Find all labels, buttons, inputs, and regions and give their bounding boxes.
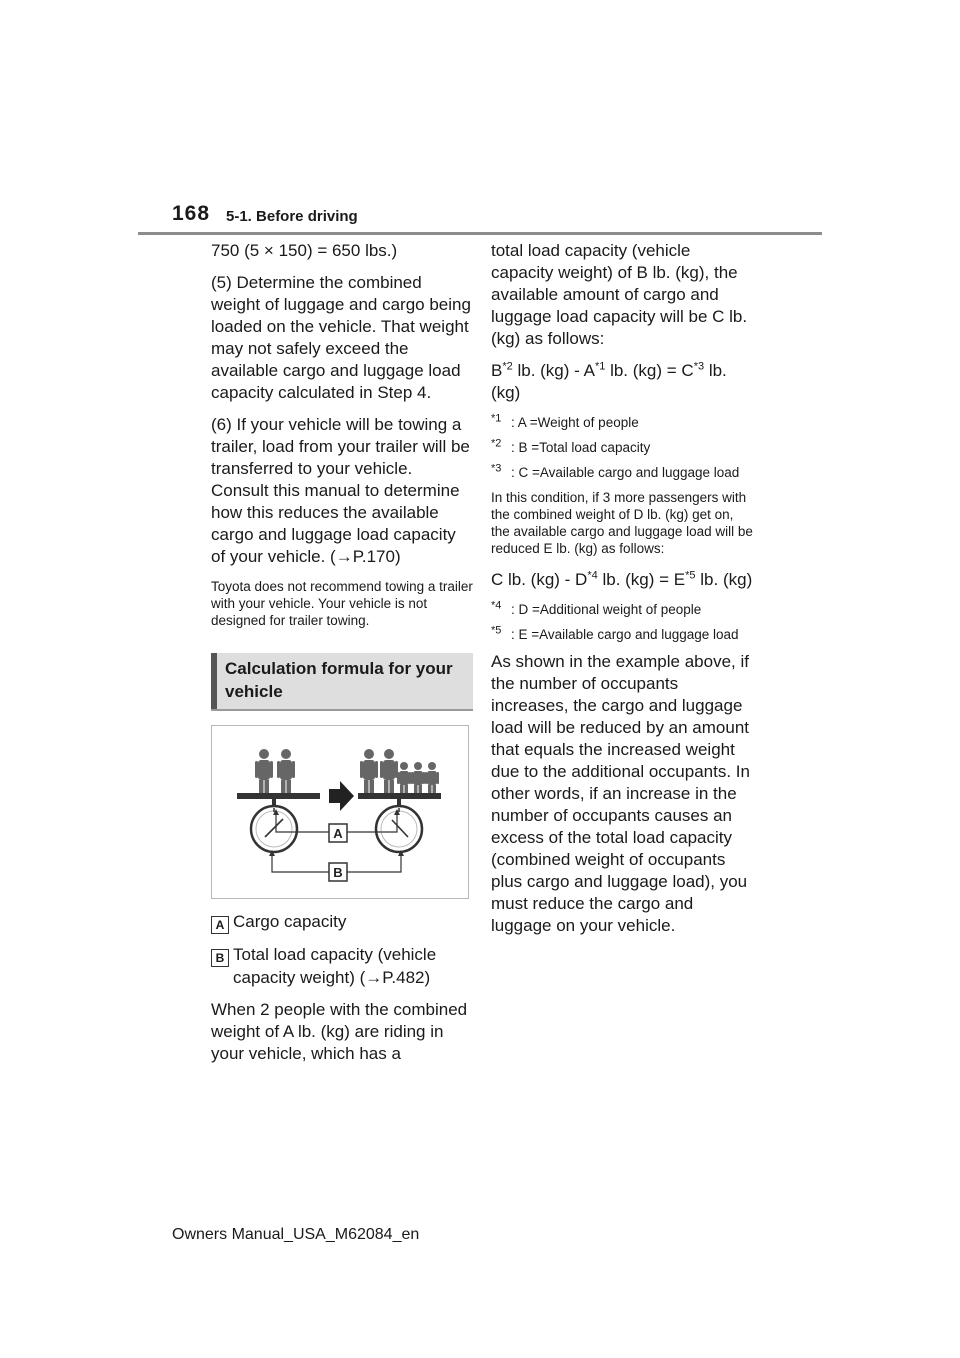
section-title: 5-1. Before driving [226,208,358,225]
gauge-left-icon [251,806,297,852]
occupant-icon [411,762,425,797]
paragraph-example: When 2 people with the combined weight of A lb. (kg) are riding in your vehicle, which has a [211,1000,468,1063]
paragraph-step6: (6) If your vehicle will be towing a trailer, load from your trailer will be transferred to your vehicle. Consult this manual to determine how this reduces the available cargo and luggage load capacity of your vehicle. (→P.170) [211,415,470,566]
right-column [491,240,753,947]
paragraph-step4-result: 750 (5 × 150) = 650 lbs.) [211,241,398,260]
occupant-icon [360,749,378,797]
header-rule [138,232,822,235]
paragraph-step5: (5) Determine the combined weight of luggage and cargo being loaded on the vehicle. That weight may not safely exceed the available cargo and luggage load capacity calculated in Step 4. [211,273,471,402]
towing-note: Toyota does not recommend towing a trailer with your vehicle. Your vehicle is not designed for trailer towing. [211,579,473,628]
footnote-2: $^{*2}$ : B =Total load capacity [491,437,651,455]
section-heading: Calculation formula for your vehicle [211,653,473,709]
arrow-right-icon [329,781,354,811]
page-header [172,202,822,236]
occupant-icon [277,749,295,797]
occupant-icon [397,762,411,797]
paragraph-capacity: total load capacity (vehicle capacity weight) of B lb. (kg), the available amount of cargo and luggage load capacity will be C lb. (kg) as follows: [491,241,748,348]
dimension-label-a: A [333,826,343,841]
legend-letter-a: A [211,916,229,934]
paragraph-additional-passengers: In this condition, if 3 more passengers with the combined weight of D lb. (kg) get on, the available cargo and luggage load will be reduced E lb. (kg) as follows: [491,490,753,556]
scale-platform-right [358,793,441,799]
load-capacity-illustration [212,726,468,898]
occupant-icon [425,762,439,797]
formula-1: $B^{*2}$ lb. $(kg) - A^{*1}$ lb. $(kg) = C^{*3}$ lb. (kg) [491,360,727,402]
paragraph-summary: As shown in the example above, if the number of occupants increases, the cargo and luggage load will be reduced by an amount that equals the increased weight due to the additional occupants. In other words, if an increase in the number of occupants causes an excess of the total load capacity (combined weight of occupants plus cargo and luggage load), you must reduce the cargo and luggage on your vehicle. [491,652,750,935]
footnote-3: $^{*3}$ : C =Available cargo and luggage load [491,462,740,480]
legend-letter-b: B [211,949,229,967]
footnote-1: $^{*1}$ : A =Weight of people [491,412,639,430]
legend-item-b [211,944,473,989]
load-capacity-diagram [211,725,469,899]
formula-2: C lb. $(kg) - D^{*4}$ lb. $(kg) = E^{*5}$ lb. (kg) [491,569,753,589]
legend-item-a [211,911,473,934]
footer-manual-id: Owners Manual_USA_M62084_en [172,1226,420,1243]
footnote-4: $^{*4}$ : D =Additional weight of people [491,599,702,617]
legend-text-b: Total load capacity (vehicle capacity weight) (→P.482) [233,945,437,987]
legend-text-a: Cargo capacity [233,912,347,931]
page-number: 168 [172,202,211,225]
occupant-icon [255,749,273,797]
scale-platform-left [237,793,320,799]
gauge-right-icon [376,806,422,852]
heading-rule [211,709,473,711]
occupant-icon [380,749,398,797]
left-column [211,240,473,1075]
dimension-label-b: B [333,865,343,880]
footnote-5: $^{*5}$ : E =Available cargo and luggage load [491,624,739,642]
